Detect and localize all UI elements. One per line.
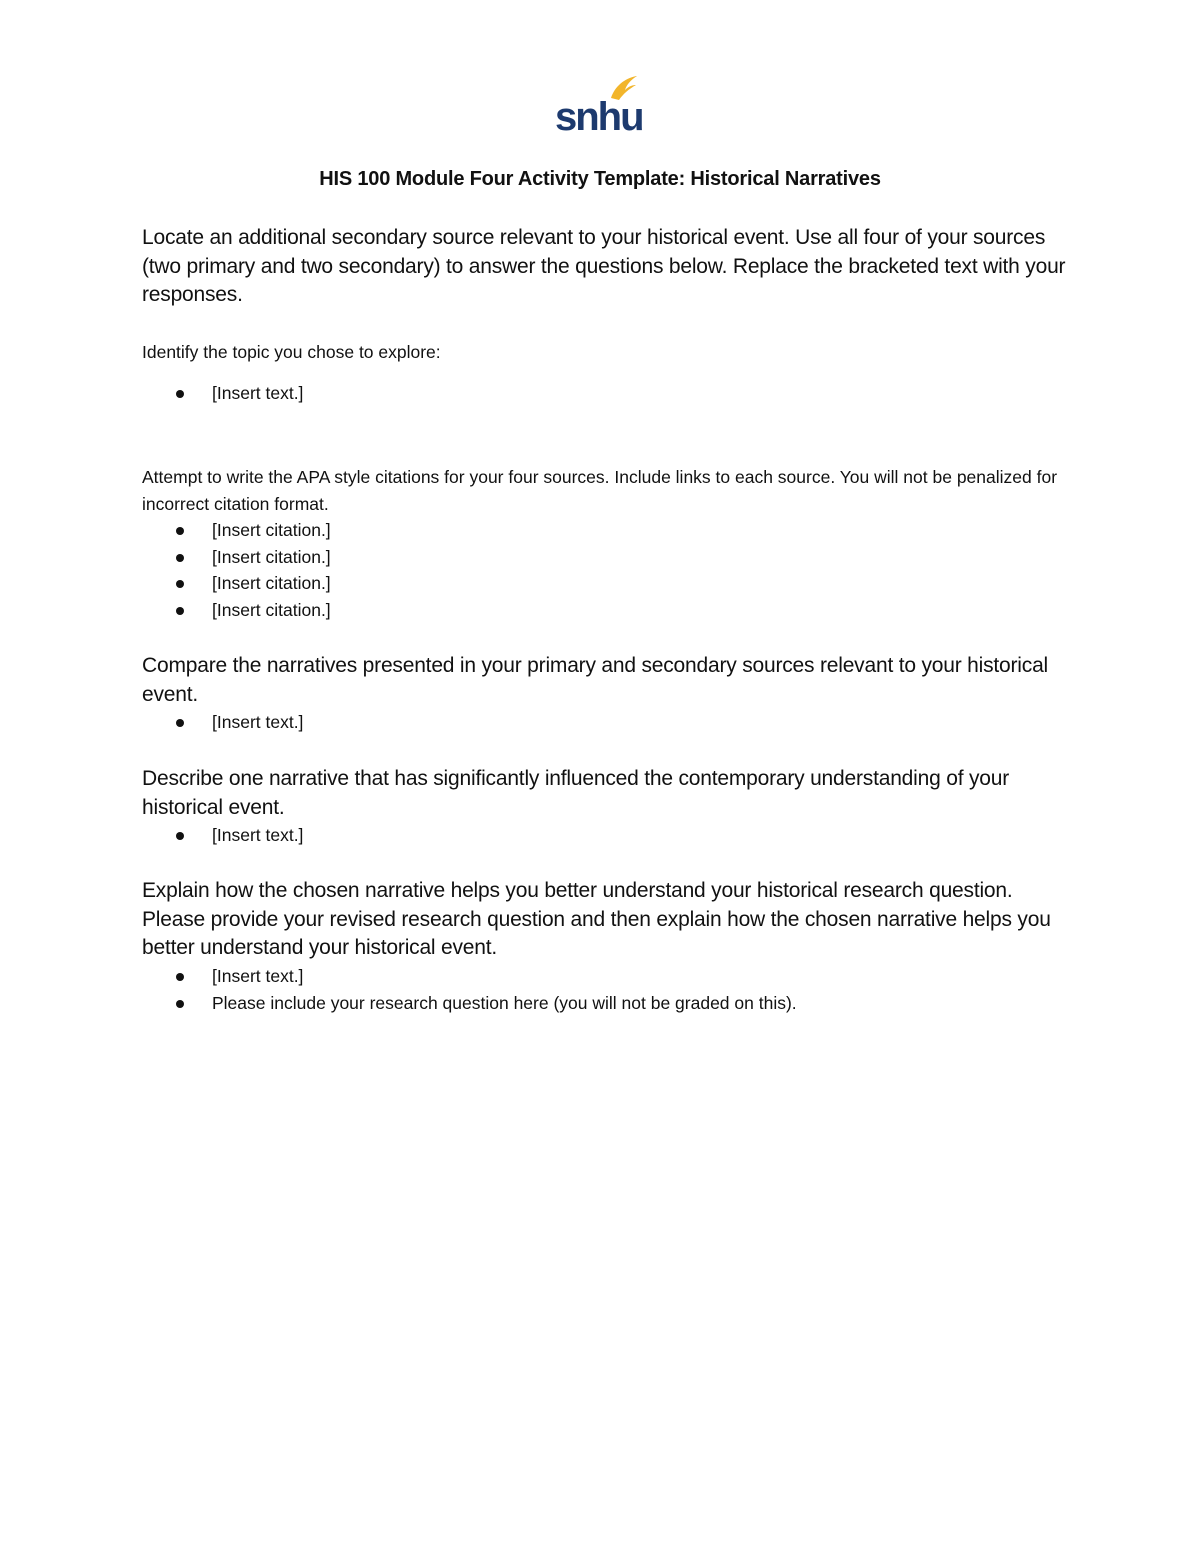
list-item: [Insert citation.] [142,517,1072,544]
bullet-icon [176,607,184,615]
list-item: [Insert text.] [142,709,1072,736]
describe-list [142,822,1072,849]
explain-list [142,963,1072,1016]
list-item: [Insert text.] [142,822,1072,849]
bullet-icon [176,554,184,562]
list-item: [Insert citation.] [142,570,1072,597]
bullet-icon [176,719,184,727]
compare-list [142,709,1072,736]
list-item: Please include your research question here (you will not be graded on this). [142,990,1072,1017]
bullet-icon [176,390,184,398]
bullet-icon [176,527,184,535]
intro-paragraph: Locate an additional secondary source relevant to your historical event. Use all four of your sources (two primary and two secondary) to answer the questions below. Replace the bracketed text with your responses. [142,226,1066,306]
bullet-icon [176,580,184,588]
logo-wordmark: snhu [555,95,643,134]
snhu-logo [553,72,643,134]
citations-prompt: Attempt to write the APA style citations for your four sources. Include links to each source. You will not be penalized for incorrect citation format. [142,467,1058,514]
list-item: [Insert citation.] [142,544,1072,571]
topic-list [142,380,1072,407]
list-item: [Insert text.] [142,963,1072,990]
topic-prompt: Identify the topic you chose to explore: [142,342,441,362]
list-item: [Insert text.] [142,380,1072,407]
describe-prompt: Describe one narrative that has significantly influenced the contemporary understanding of your historical event. [142,767,1010,819]
compare-prompt: Compare the narratives presented in your primary and secondary sources relevant to your historical event. [142,654,1049,706]
explain-prompt: Explain how the chosen narrative helps you better understand your historical research question. Please provide your revised research question and then explain how the chosen narrative helps you better understand your historical event. [142,879,1051,959]
citations-list [142,517,1072,623]
bullet-icon [176,973,184,981]
bullet-icon [176,1000,184,1008]
page-title: HIS 100 Module Four Activity Template: Historical Narratives [319,168,881,190]
list-item: [Insert citation.] [142,597,1072,624]
bullet-icon [176,832,184,840]
